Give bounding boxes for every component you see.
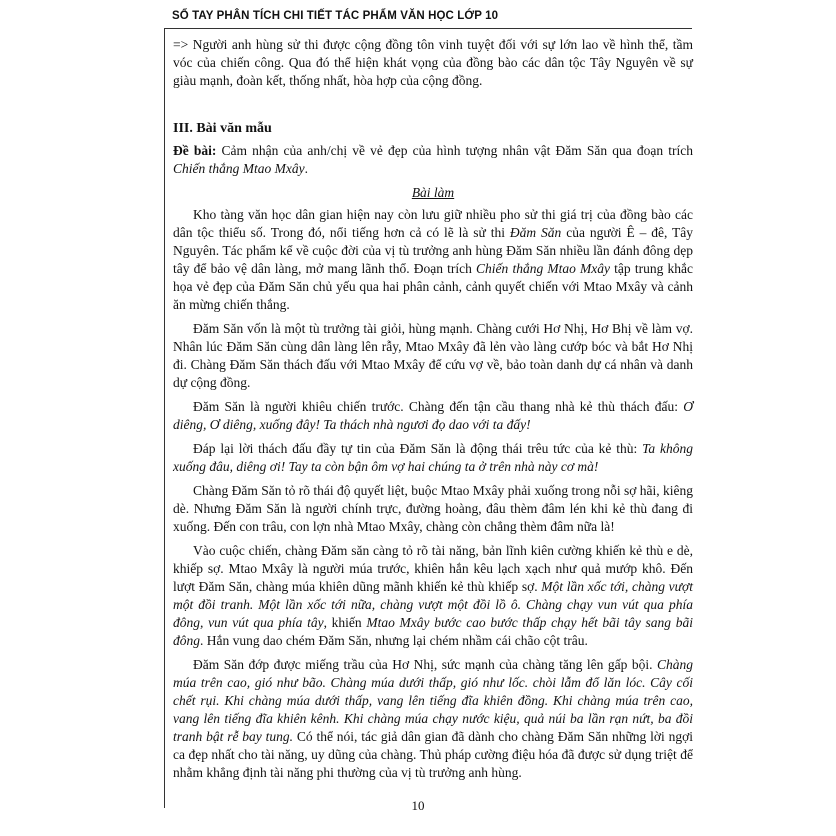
p6-italic-d: Mtao Mxây bước cao bước thấp chạy hết bãi tây sang bãi đông: [173, 615, 694, 648]
prompt-label: Đề bài:: [173, 143, 217, 158]
paragraph-5: Chàng Đăm Săn tỏ rõ thái độ quyết liệt, buộc Mtao Mxây phải xuống trong nỗi sợ hãi, kiêng dè. Nhưng Đăm Săn là người chính trực, đường hoàng, đâu thèm đâm lén khi kẻ thù đang đi xuống. Đến con trâu, con lợn nhà Mtao Mxây, chàng còn chẳng thèm đâm nữa là!: [173, 483, 693, 534]
section-title: III. Bài văn mẫu: [173, 121, 272, 136]
p6-text-a: Vào cuộc chiến, chàng Đăm săn càng tỏ rõ tài năng, bản lĩnh kiên cường khiến kẻ thù e dè, khiếp sợ. Mtao Mxây là người múa trước, khiên hắn kêu lạch xạch như quả mướp khô. Đến lượt Đăm Săn, chàng múa khiên dũng mãnh khiến kẻ thù khiếp sợ.: [173, 543, 693, 594]
p1-italic-b: Đăm Săn: [509, 225, 562, 240]
p1-text-a: Kho tàng văn học dân gian hiện nay còn lưu giữ nhiều pho sử thi giá trị của đồng bào các dân tộc thiểu số. Trong đó, nổi tiếng hơn cả có lẽ là sử thi: [173, 207, 693, 240]
p3-text-a: Đăm Săn là người khiêu chiến trước. Chàng đến tận cầu thang nhà kẻ thù thách đấu:: [193, 399, 684, 414]
header-rule: [164, 28, 692, 29]
paragraph-4: [173, 440, 693, 476]
p7-text-a: Đăm Săn đớp được miếng trầu của Hơ Nhị, sức mạnh của chàng tăng lên gấp bội.: [193, 657, 657, 672]
paragraph-6: [173, 542, 693, 650]
prompt-text: Cảm nhận của anh/chị về vẻ đẹp của hình tượng nhân vật Đăm Săn qua đoạn trích: [216, 143, 694, 158]
p6-italic-b: Một lần xốc tới, chàng vượt một đồi tranh. Một lần xốc tới nữa, chàng vượt một đồi lồ ô. Chàng chạy vun vút qua phía đông, vun vút qua phía tây: [173, 579, 693, 630]
p7-italic-b: Chàng múa trên cao, gió như bão. Chàng múa dưới thấp, gió như lốc. chòi lẫm đổ lăn lóc. Cây cối chết rụi. Khi chàng múa dưới thấp, vang lên tiếng đĩa khiên đồng. Khi chàng múa trên cao, vang lên tiếng đĩa khiên kênh. Khi chàng múa chạy nước kiệu, quả núi ba lần rạn nứt, ba đồi tranh bật rễ bay tung.: [173, 657, 693, 744]
p1-text-c: của người Ê – đê, Tây Nguyên. Tác phẩm kể về cuộc đời của vị tù trưởng anh hùng Đăm Săn nhiều lần đánh đông dẹp tây để bảo vệ dân làng, mở mang lãnh thổ. Đoạn trích: [173, 225, 694, 276]
p6-text-e: . Hắn vung dao chém Đăm Săn, nhưng lại chém nhầm cái chão cột trâu.: [200, 633, 588, 648]
p3-italic-b: Ơ diêng, Ơ diêng, xuống đây! Ta thách nhà ngươi đọ dao với ta đấy!: [173, 399, 693, 432]
p1-text-e: tập trung khắc họa vẻ đẹp của Đăm Săn chủ yếu qua hai phân cảnh, cảnh quyết chiến với Mtao Mxây và cảnh ăn mừng chiến thắng.: [173, 261, 693, 312]
intro-paragraph: => Người anh hùng sử thi được cộng đồng tôn vinh tuyệt đối với sự lớn lao về hình thể, tầm vóc của chiến công. Qua đó thể hiện khát vọng của đồng bào các dân tộc Tây Nguyên về sự giàu mạnh, đoàn kết, thống nhất, hòa hợp của cộng đồng.: [173, 37, 693, 88]
p4-text-a: Đáp lại lời thách đấu đầy tự tin của Đăm Săn là động thái trêu tức của kẻ thù:: [193, 441, 643, 456]
page-number: 10: [411, 798, 425, 813]
essay-prompt: [173, 142, 693, 178]
prompt-end: .: [304, 161, 308, 176]
paragraph-1: [173, 206, 693, 314]
prompt-work: Chiến thắng Mtao Mxây: [173, 161, 305, 176]
p7-text-c: Có thể nói, tác giả dân gian đã dành cho chàng Đăm Săn những lời ngợi ca đẹp nhất cho tài năng, uy dũng của chàng. Thủ pháp cường điệu hóa đã được sử dụng triệt để nhằm khẳng định tài năng phi thường của vị tù trưởng anh hùng.: [173, 729, 693, 780]
page-header: SỔ TAY PHÂN TÍCH CHI TIẾT TÁC PHẨM VĂN HỌC LỚP 10: [172, 10, 499, 22]
p1-italic-d: Chiến thắng Mtao Mxây: [476, 261, 611, 276]
side-rule: [164, 28, 165, 808]
paragraph-2: Đăm Săn vốn là một tù trưởng tài giỏi, hùng mạnh. Chàng cưới Hơ Nhị, Hơ Bhị về làm vợ. Nhân lúc Đăm Săn cùng dân làng lên rẫy, Mtao Mxây đã lẻn vào làng cướp bóc và bắt Hơ Nhị đi. Chàng Đăm Săn thách đấu với Mtao Mxây để cứu vợ về, bảo toàn danh dự cá nhân và danh dự cộng đồng.: [173, 321, 693, 390]
p4-italic-b: Ta không xuống đâu, diêng ơi! Tay ta còn bận ôm vợ hai chúng ta ở trên nhà này cơ mà!: [173, 441, 693, 474]
paragraph-7: [173, 656, 693, 782]
p6-text-c: , khiến: [323, 615, 367, 630]
page-content: [173, 36, 693, 788]
essay-title: Bài làm: [411, 185, 455, 200]
paragraph-3: [173, 398, 693, 434]
